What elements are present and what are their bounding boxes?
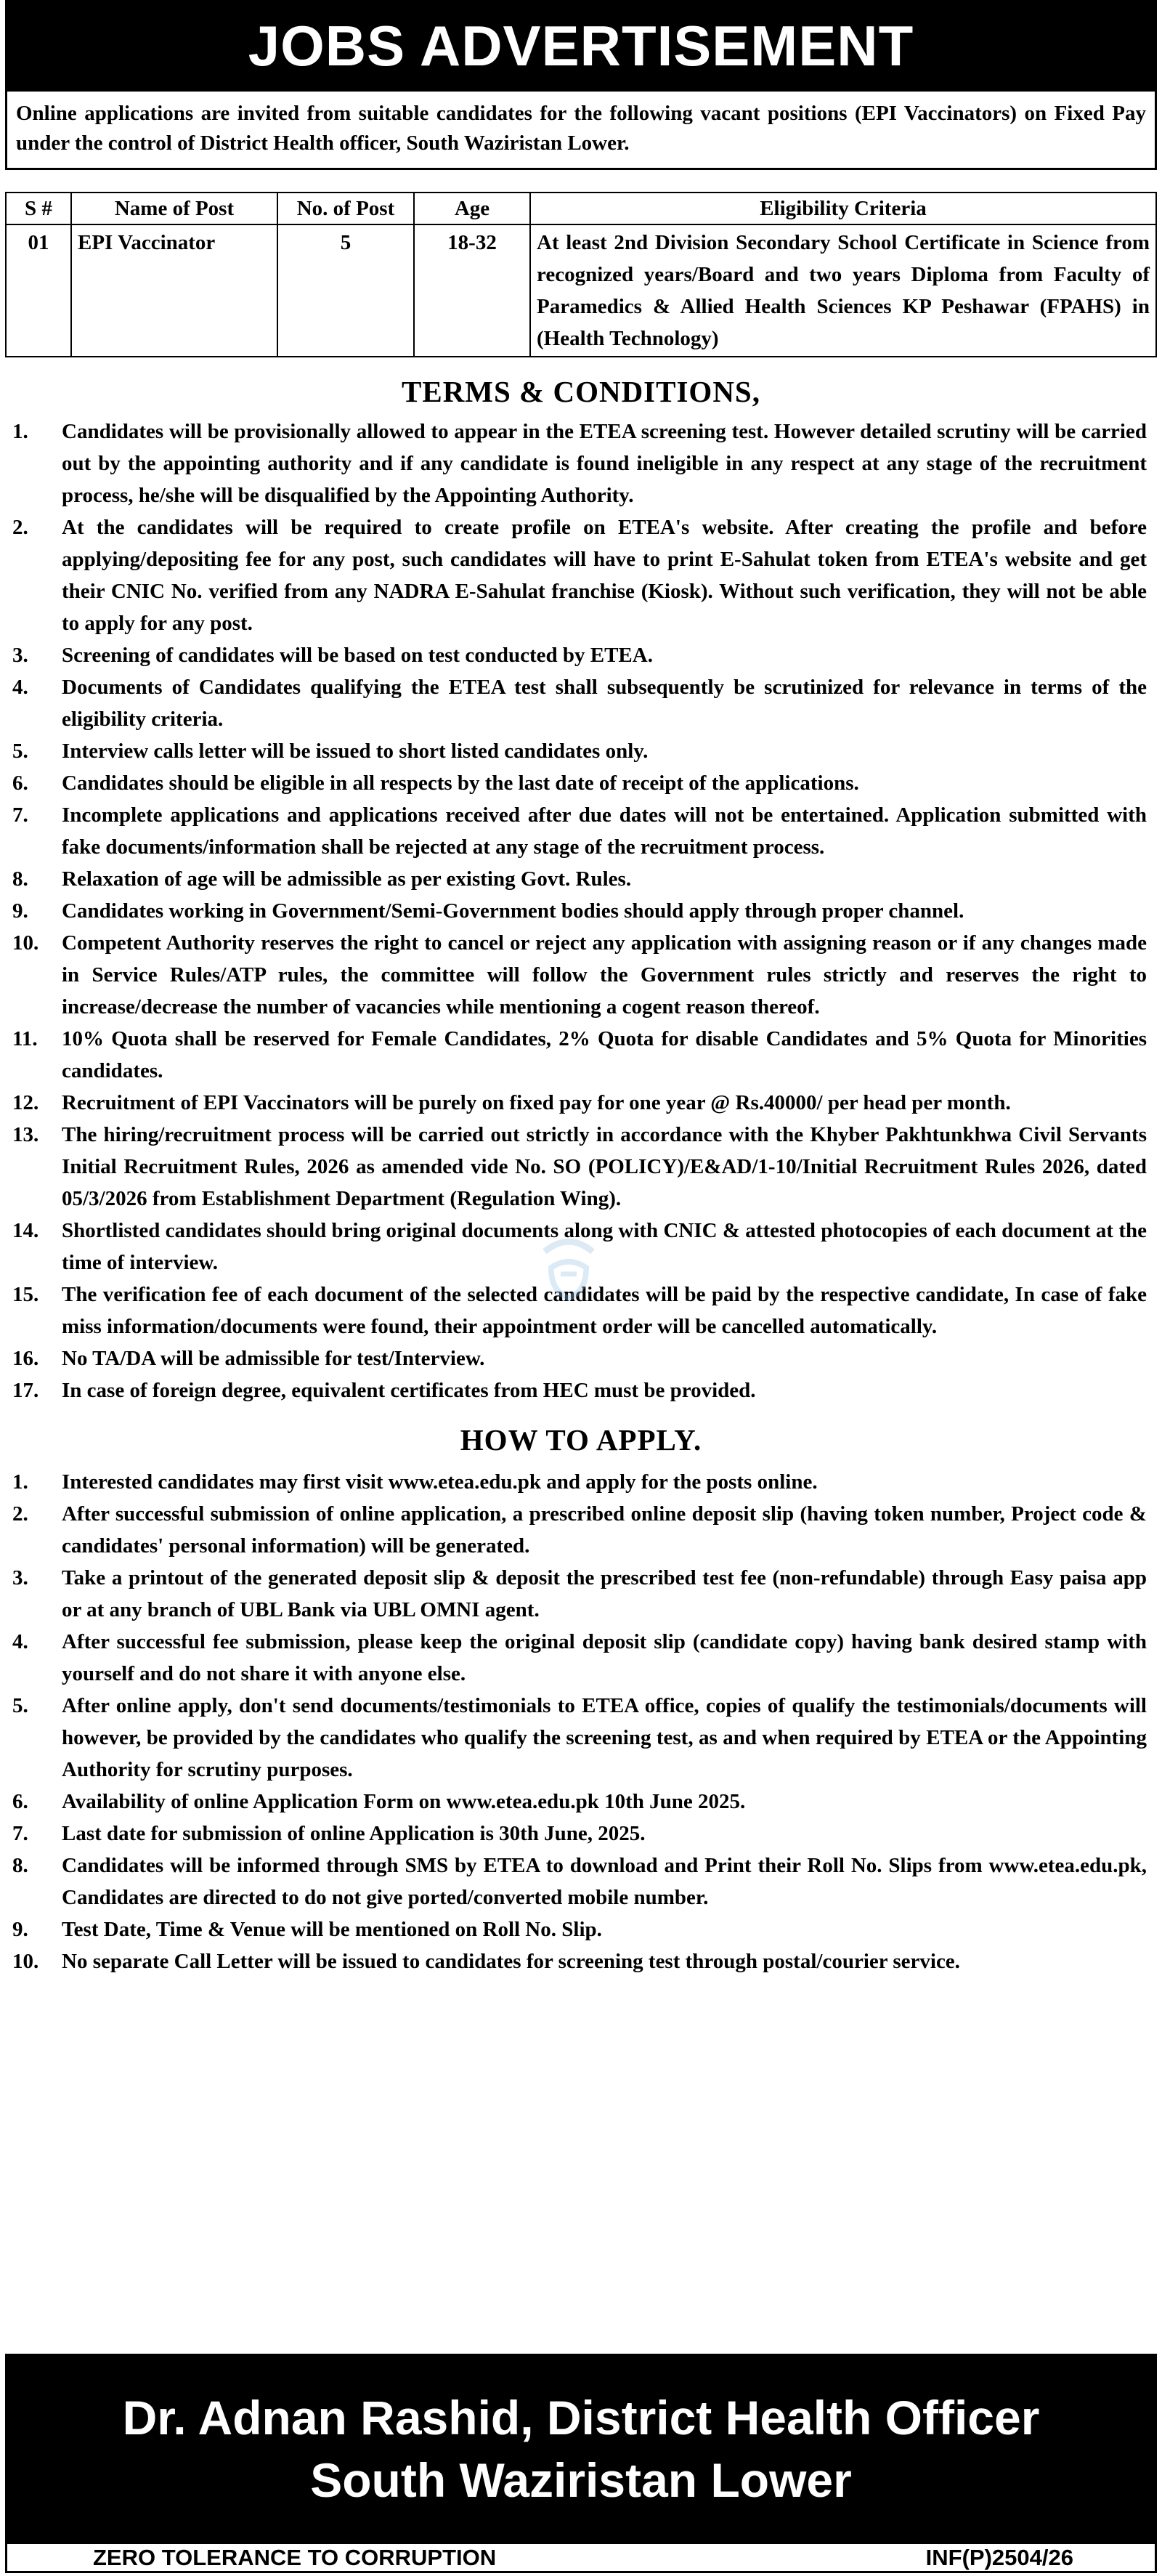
item-text: The hiring/recruitment process will be carried out strictly in accordance with the Khyber Pakhtunkhwa Civil Servants Initial Recruitment Rules, 2026 as amended vide No. SO (POLICY)/E&AD/1-10/Initial Recruitment Rules 2026, dated 05/3/2026 from Establishment Department (Regulation Wing). [62, 1123, 1147, 1210]
table-row [6, 224, 1156, 357]
cell-sno: 01 [6, 224, 71, 357]
list-item [5, 1850, 1157, 1913]
item-text: After online apply, don't send documents/testimonials to ETEA office, copies of qualify the testimonials/documents will however, be provided by the candidates who qualify the screening test, as and when required by ETEA or the Appointing Authority for scrutiny purposes. [62, 1694, 1147, 1781]
list-item [5, 1119, 1157, 1215]
item-number: 4. [12, 1630, 28, 1653]
table-header-row [6, 193, 1156, 224]
apply-list [5, 1466, 1157, 1977]
list-item [5, 511, 1157, 639]
item-number: 13. [12, 1123, 39, 1146]
item-text: After successful submission of online application, a prescribed online deposit slip (having token number, Project code & candidates' personal information) will be generated. [62, 1502, 1147, 1558]
item-number: 6. [12, 771, 28, 795]
list-item [5, 1498, 1157, 1562]
list-item [5, 895, 1157, 927]
col-criteria: Eligibility Criteria [530, 193, 1156, 224]
terms-heading: TERMS & CONDITIONS, [402, 375, 760, 408]
col-age: Age [414, 193, 530, 224]
item-text: Documents of Candidates qualifying the ETEA test shall subsequently be scrutinized for relevance in terms of the eligibility criteria. [62, 676, 1147, 731]
item-text: Candidates should be eligible in all respects by the last date of receipt of the applications. [62, 771, 859, 795]
item-number: 5. [12, 740, 28, 763]
item-number: 2. [12, 516, 28, 539]
item-text: Candidates will be informed through SMS by ETEA to download and Print their Roll No. Slips from www.etea.edu.pk, Candidates are directed to do not give ported/converted mobile number. [62, 1854, 1147, 1909]
item-number: 9. [12, 1918, 28, 1941]
list-item [5, 1562, 1157, 1626]
item-text: The verification fee of each document of the selected candidates will be paid by the respective candidate, In case of fake miss information/documents were found, their appointment order will be cancelled automatically. [62, 1283, 1147, 1338]
item-number: 10. [12, 931, 39, 955]
item-number: 7. [12, 803, 28, 827]
list-item [5, 863, 1157, 895]
item-text: Take a printout of the generated deposit slip & deposit the prescribed test fee (non-refundable) through Easy paisa app or at any branch of UBL Bank via UBL OMNI agent. [62, 1566, 1147, 1621]
list-item [5, 639, 1157, 671]
item-text: Test Date, Time & Venue will be mentioned on Roll No. Slip. [62, 1918, 602, 1941]
item-number: 10. [12, 1950, 39, 1973]
signature-name: Dr. Adnan Rashid, District Health Officer [122, 2391, 1040, 2445]
list-item [5, 1690, 1157, 1786]
list-item [5, 767, 1157, 799]
item-number: 14. [12, 1219, 39, 1242]
cell-name: EPI Vaccinator [71, 224, 277, 357]
item-text: Candidates working in Government/Semi-Government bodies should apply through proper channel. [62, 899, 964, 923]
list-item [5, 799, 1157, 863]
item-text: No separate Call Letter will be issued to candidates for screening test through postal/courier service. [62, 1950, 960, 1973]
item-number: 1. [12, 1470, 28, 1494]
item-text: Interview calls letter will be issued to short listed candidates only. [62, 740, 649, 763]
list-item [5, 1342, 1157, 1374]
item-number: 5. [12, 1694, 28, 1717]
page-title: JOBS ADVERTISEMENT [5, 0, 1157, 92]
item-text: Relaxation of age will be admissible as per existing Govt. Rules. [62, 867, 632, 891]
list-item [5, 1786, 1157, 1818]
item-number: 17. [12, 1379, 39, 1402]
item-text: Candidates will be provisionally allowed to appear in the ETEA screening test. However detailed scrutiny will be carried out by the appointing authority and if any candidate is found ineligible in any respect at any stage of the recruitment process, he/she will be disqualified by the Appointing Authority. [62, 420, 1147, 507]
signature-block [5, 2354, 1157, 2544]
col-sno: S # [6, 193, 71, 224]
col-name: Name of Post [71, 193, 277, 224]
list-item [5, 1818, 1157, 1850]
list-item [5, 1466, 1157, 1498]
item-number: 2. [12, 1502, 28, 1526]
cell-criteria: At least 2nd Division Secondary School Certificate in Science from recognized years/Board and two years Diploma from Faculty of Paramedics & Allied Health Sciences KP Peshawar (FPAHS) in (Health Technology) [530, 224, 1156, 357]
item-text: Competent Authority reserves the right to cancel or reject any application with assigning reason or if any changes made in Service Rules/ATP rules, the committee will follow the Government rules strictly and reserves the right to increase/decrease the number of vacancies while mentioning a cogent reason thereof. [62, 931, 1147, 1018]
item-text: Recruitment of EPI Vaccinators will be purely on fixed pay for one year @ Rs.40000/ per head per month. [62, 1091, 1011, 1114]
list-item [5, 671, 1157, 735]
signature-office: South Waziristan Lower [310, 2453, 852, 2507]
item-number: 7. [12, 1822, 28, 1845]
list-item [5, 735, 1157, 767]
footer [5, 2544, 1157, 2573]
list-item [5, 1023, 1157, 1087]
item-text: Availability of online Application Form on www.etea.edu.pk 10th June 2025. [62, 1790, 746, 1813]
item-number: 3. [12, 644, 28, 667]
footer-ref: INF(P)2504/26 [925, 2544, 1073, 2570]
list-item [5, 1374, 1157, 1406]
col-count: No. of Post [277, 193, 414, 224]
item-number: 16. [12, 1347, 39, 1370]
item-number: 1. [12, 420, 28, 443]
apply-heading: HOW TO APPLY. [460, 1423, 702, 1457]
list-item [5, 1945, 1157, 1977]
item-text: Incomplete applications and applications received after due dates will not be entertained. Application submitted with fake documents/information shall be rejected at any stage of the recruitment process. [62, 803, 1147, 859]
item-text: At the candidates will be required to create profile on ETEA's website. After creating the profile and before applying/depositing fee for any post, such candidates will have to print E-Sahulat token from ETEA's website and get their CNIC No. verified from any NADRA E-Sahulat franchise (Kiosk). Without such verification, they will not be able to apply for any post. [62, 516, 1147, 635]
item-number: 6. [12, 1790, 28, 1813]
cell-count: 5 [277, 224, 414, 357]
intro-paragraph: Online applications are invited from suitable candidates for the following vacant positions (EPI Vaccinators) on Fixed Pay under the control of District Health officer, South Waziristan Lower. [5, 92, 1157, 170]
item-text: Interested candidates may first visit www.etea.edu.pk and apply for the posts online. [62, 1470, 818, 1494]
cell-age: 18-32 [414, 224, 530, 357]
item-text: In case of foreign degree, equivalent certificates from HEC must be provided. [62, 1379, 756, 1402]
footer-slogan: ZERO TOLERANCE TO CORRUPTION [93, 2544, 497, 2570]
item-text: After successful fee submission, please keep the original deposit slip (candidate copy) having bank desired stamp with yourself and do not share it with anyone else. [62, 1630, 1147, 1685]
item-number: 12. [12, 1091, 39, 1114]
item-number: 9. [12, 899, 28, 923]
item-number: 11. [12, 1027, 38, 1050]
list-item [5, 416, 1157, 511]
list-item [5, 927, 1157, 1023]
list-item [5, 1626, 1157, 1690]
item-number: 4. [12, 676, 28, 699]
item-number: 8. [12, 1854, 28, 1877]
list-item [5, 1913, 1157, 1945]
posts-table [5, 192, 1157, 357]
item-text: Screening of candidates will be based on test conducted by ETEA. [62, 644, 653, 667]
item-text: 10% Quota shall be reserved for Female Candidates, 2% Quota for disable Candidates and 5% Quota for Minorities candidates. [62, 1027, 1147, 1082]
item-text: Shortlisted candidates should bring original documents along with CNIC & attested photocopies of each document at the time of interview. [62, 1219, 1147, 1274]
item-number: 15. [12, 1283, 39, 1306]
item-number: 8. [12, 867, 28, 891]
dgpr-logo-icon [529, 1228, 609, 1308]
item-text: No TA/DA will be admissible for test/Interview. [62, 1347, 485, 1370]
list-item [5, 1087, 1157, 1119]
item-text: Last date for submission of online Application is 30th June, 2025. [62, 1822, 646, 1845]
item-number: 3. [12, 1566, 28, 1589]
